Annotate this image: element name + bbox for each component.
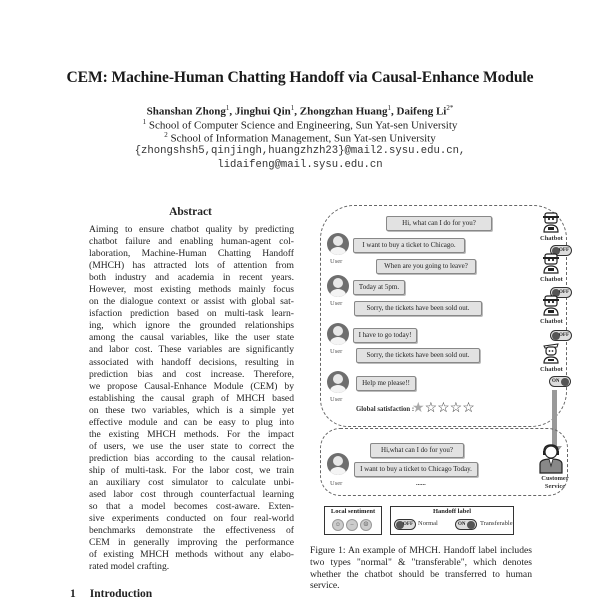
handoff-toggle-off: OFF xyxy=(550,330,572,341)
author: Jinghui Qin xyxy=(234,105,291,118)
handoff-toggle-on: ON xyxy=(549,376,571,387)
chatbot-label: Chatbot xyxy=(540,235,563,242)
user-avatar xyxy=(327,323,349,345)
chatbot-robot-icon xyxy=(541,252,561,274)
abstract-line: and labor cost. These variables are significantly xyxy=(89,344,294,356)
abstract-line: laboration, Machine-Human Chatting Handoff xyxy=(89,248,294,260)
legend-normal-label: Normal xyxy=(418,520,438,527)
abstract-line: ased labor cost through counterfactual learning xyxy=(89,489,294,501)
chat-bubble-user: Today at 5pm. xyxy=(353,280,405,295)
abstract-line: ing, which ignore the grounded relationships xyxy=(89,320,294,332)
chatbot-robot-icon xyxy=(541,211,561,233)
chat-bubble-user: I want to buy a ticket to Chicago. xyxy=(353,238,465,253)
toggle-transferable-icon: ON xyxy=(455,519,477,530)
figure-caption: Figure 1: An example of MHCH. Handoff label includes two types "normal" & "transferable", which denotes whether the chatbot should be transferred to human service. xyxy=(310,545,532,592)
user-avatar xyxy=(327,453,349,475)
abstract-line: benchmarks demonstrate the effectiveness of xyxy=(89,525,294,537)
abstract-line: prediction bias according to the causal relation- xyxy=(89,452,294,464)
user-label: User xyxy=(330,348,343,355)
abstract-line: an auxiliary cost simulator to calculate unbi- xyxy=(89,476,294,488)
email-line-2: lidaifeng@mail.sysu.edu.cn xyxy=(217,159,383,171)
global-satisfaction-label: Global satisfaction : xyxy=(356,406,415,413)
handoff-toggle-off: OFF xyxy=(550,245,572,256)
legend-handoff-label: Handoff label OFF Normal ON Transferable xyxy=(390,506,514,535)
abstract-line: associated with handoff decisions, resulting in xyxy=(89,356,294,368)
author: Zhongzhan Huang xyxy=(299,105,388,118)
abstract-line: CEM in generally improving the performance xyxy=(89,537,294,549)
chat-bubble-chatbot: When are you going to leave? xyxy=(376,259,476,274)
abstract-line: we propose Causal-Enhance Module (CEM) by xyxy=(89,380,294,392)
abstract-line: so that a model becomes cost-aware. Exten- xyxy=(89,501,294,513)
figure-1 xyxy=(312,200,582,540)
chatbot-label: Chatbot xyxy=(540,366,563,373)
section-heading-introduction: 1 Introduction xyxy=(70,588,153,600)
author-list: Shanshan Zhong$^1$, Jinghui Qin$^1$, Zhongzhan Huang$^1$, Daifeng $Li^{2*}$ xyxy=(146,104,454,118)
paper-title: CEM: Machine-Human Chatting Handoff via Causal-Enhance Module xyxy=(66,69,534,86)
abstract-line: both industry and academia in recent years. xyxy=(89,272,294,284)
chat-bubble-chatbot: Hi, what can I do for you? xyxy=(386,216,492,231)
user-avatar xyxy=(327,275,349,297)
abstract-line: among the causal variables, like the user state xyxy=(89,332,294,344)
sentiment-sad-icon: ☹ xyxy=(360,519,372,531)
affiliation-1: $^1$ School of Computer Science and Engineering, Sun Yat-sen University xyxy=(142,118,458,132)
abstract-line: establishing the causal graph of MHCH based xyxy=(89,392,294,404)
star-filled-icon: ★ xyxy=(412,401,425,416)
satisfaction-stars xyxy=(412,400,475,417)
abstract-line: rated model crafting. xyxy=(89,561,170,573)
affiliation-2: $^2$ School of Information Management, Sun Yat-sen University xyxy=(164,131,436,145)
chat-bubble-user: I want to buy a ticket to Chicago Today. xyxy=(354,462,478,477)
customer-service-label: Customer Service xyxy=(541,475,569,490)
abstract-line: sive experiments conducted on four real-world xyxy=(89,513,294,525)
chat-bubble-user: Help me please!! xyxy=(356,376,416,391)
abstract-heading: Abstract xyxy=(169,206,212,218)
user-label: User xyxy=(330,480,343,487)
chatbot-robot-icon xyxy=(541,342,561,364)
handoff-toggle-off: OFF xyxy=(550,287,572,298)
chatbot-label: Chatbot xyxy=(540,318,563,325)
abstract-line: chatbot failure and enabling human-agent col- xyxy=(89,236,294,248)
abstract-body xyxy=(89,224,294,573)
email-line-1: {zhongshsh5,qinjingh,huangzhzh23}@mail2.sysu.edu.cn, xyxy=(134,145,466,157)
chat-bubble-chatbot: Sorry, the tickets have been sold out. xyxy=(356,348,480,363)
chat-bubble-customer-service: Hi,what can I do for you? xyxy=(370,443,464,458)
abstract-line: of users, we use the user state to correct the xyxy=(89,440,294,452)
abstract-line: isfaction prediction based on multi-task learn- xyxy=(89,308,294,320)
sentiment-neutral-icon: – xyxy=(346,519,358,531)
chatbot-label: Chatbot xyxy=(540,276,563,283)
star-empty-icon: ☆☆☆☆ xyxy=(424,401,475,416)
chatbot-robot-icon xyxy=(541,294,561,316)
user-label: User xyxy=(330,300,343,307)
author: Shanshan Zhong xyxy=(146,105,226,118)
user-label: User xyxy=(330,258,343,265)
abstract-line: prediction bias and cost increase. Therefore, xyxy=(89,368,294,380)
abstract-line: ship of multi-task. For the labor cost, we train xyxy=(89,464,294,476)
user-avatar xyxy=(327,233,349,255)
abstract-line: on these two variables, which is a simple yet xyxy=(89,404,294,416)
author: Daifeng Li xyxy=(396,105,447,118)
ellipsis: ...... xyxy=(416,480,426,487)
chat-bubble-chatbot: Sorry, the tickets have been sold out. xyxy=(354,301,482,316)
abstract-line: on the dialogue context or assist with global sat- xyxy=(89,296,294,308)
abstract-line: of existing MHCH methods without any elabo- xyxy=(89,549,294,561)
legend-transferable-label: Transferable xyxy=(480,520,513,527)
chat-bubble-user: I have to go today! xyxy=(353,328,417,343)
sentiment-happy-icon: ☺ xyxy=(332,519,344,531)
user-label: User xyxy=(330,396,343,403)
abstract-line: the existing MHCH methods. For the impact xyxy=(89,428,294,440)
legend-local-sentiment: Local sentiment ☺ – ☹ xyxy=(324,506,382,535)
abstract-line: (MHCH) has attracted lots of attention from xyxy=(89,260,294,272)
toggle-normal-icon: OFF xyxy=(394,519,416,530)
abstract-line: However, most existing methods mainly focus xyxy=(89,284,294,296)
abstract-line: effective module and can be easy to plug into xyxy=(89,416,294,428)
abstract-line: Aiming to ensure chatbot quality by predicting xyxy=(89,224,294,235)
customer-service-agent-icon xyxy=(538,444,564,474)
user-avatar xyxy=(327,371,349,393)
